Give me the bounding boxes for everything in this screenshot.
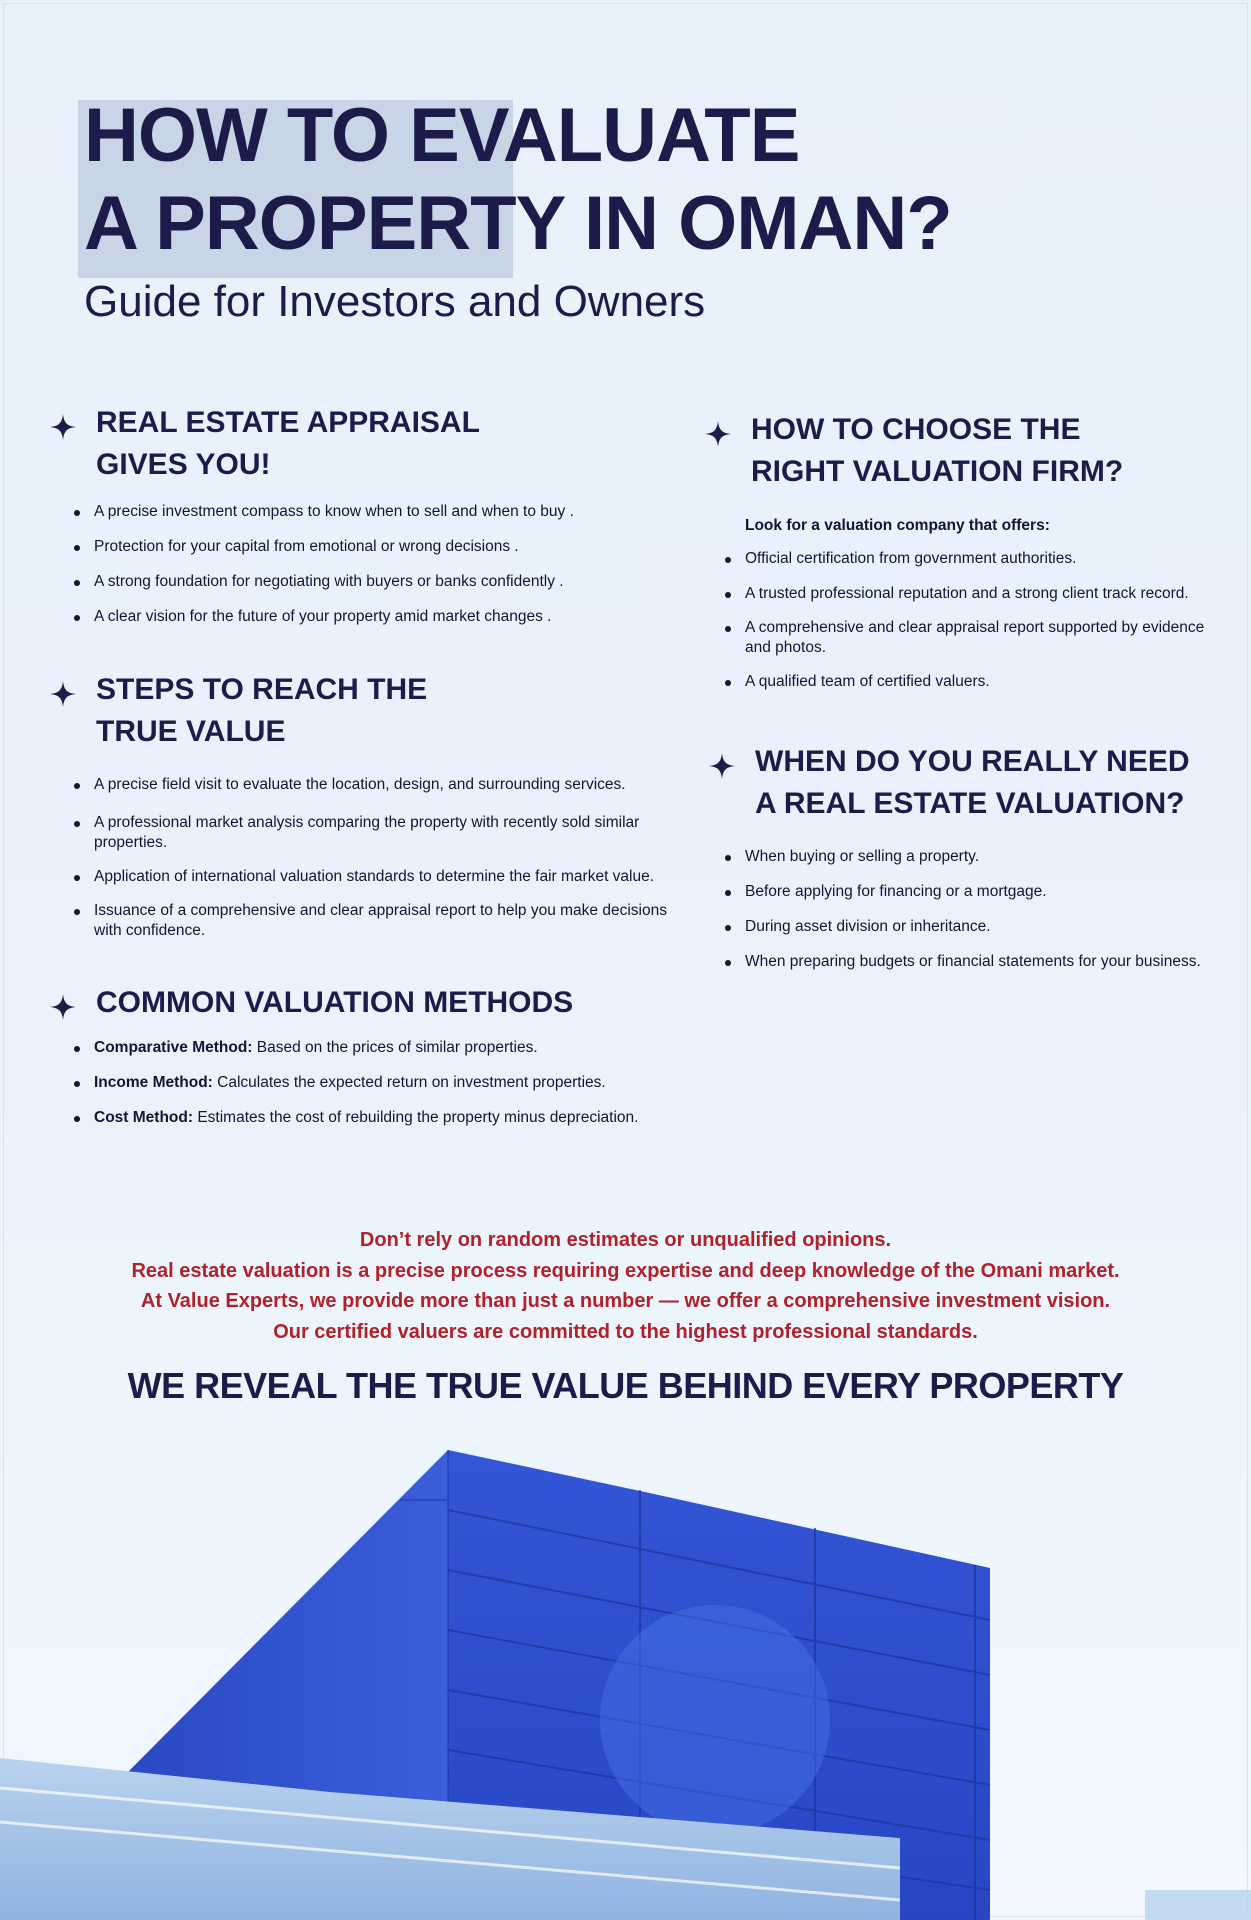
section-title-line: GIVES YOU! <box>96 448 271 481</box>
section-title-line: TRUE VALUE <box>96 715 286 748</box>
sparkle-star-icon <box>707 751 737 781</box>
section-methods <box>48 982 688 1128</box>
title-line-2: A PROPERTY IN OMAN? <box>84 181 952 266</box>
sparkle-star-icon <box>703 419 733 449</box>
section-title: COMMON VALUATION METHODS <box>96 986 574 1019</box>
section-appraisal <box>48 402 668 627</box>
section-steps <box>48 669 678 941</box>
list-item: Issuance of a comprehensive and clear appraisal report to help you make decisions with confidence. <box>70 901 670 941</box>
appraisal-list <box>70 502 668 627</box>
cta-headline-wrap <box>0 1365 1251 1407</box>
section-title-line: RIGHT VALUATION FIRM? <box>751 455 1124 488</box>
list-item: Official certification from government authorities. <box>721 549 1221 569</box>
choose-body <box>703 517 1223 692</box>
sparkle-star-icon <box>48 992 78 1022</box>
page-title <box>84 92 952 268</box>
list-item: A precise field visit to evaluate the location, design, and surrounding services. <box>70 775 670 795</box>
building-image <box>0 1420 1251 1920</box>
section-title <box>755 741 1190 825</box>
cta-line: Our certified valuers are committed to the highest professional standards. <box>273 1320 978 1343</box>
section-title <box>751 409 1123 493</box>
section-title-line: STEPS TO REACH THE <box>96 673 428 706</box>
when-list <box>721 847 1227 972</box>
section-title-line: HOW TO CHOOSE THE <box>751 413 1081 446</box>
section-title-line: WHEN DO YOU REALLY NEED <box>755 745 1190 778</box>
list-item: When buying or selling a property. <box>721 847 1227 867</box>
cta-line: Real estate valuation is a precise process requiring expertise and deep knowledge of the Omani market. <box>131 1259 1120 1282</box>
cta-message <box>0 1225 1251 1347</box>
steps-list <box>70 775 670 941</box>
method-name: Cost Method: <box>94 1109 194 1126</box>
section-when <box>707 741 1227 972</box>
list-item: A comprehensive and clear appraisal report supported by evidence and photos. <box>721 618 1221 658</box>
list-item <box>70 1038 688 1058</box>
list-item: A professional market analysis comparing the property with recently sold similar properties. <box>70 813 670 853</box>
section-choose-firm <box>703 409 1223 692</box>
method-desc: Based on the prices of similar properties. <box>252 1039 538 1056</box>
section-title-line: A REAL ESTATE VALUATION? <box>755 787 1185 820</box>
sparkle-star-icon <box>48 412 78 442</box>
list-item: Protection for your capital from emotional or wrong decisions . <box>70 537 668 557</box>
list-item: When preparing budgets or financial statements for your business. <box>721 952 1227 972</box>
section-title <box>96 669 427 753</box>
list-item <box>70 1073 688 1093</box>
section-title <box>96 402 480 486</box>
list-item: During asset division or inheritance. <box>721 917 1227 937</box>
list-item: A clear vision for the future of your property amid market changes . <box>70 607 668 627</box>
methods-list <box>70 1038 688 1128</box>
list-item: Before applying for financing or a mortgage. <box>721 882 1227 902</box>
page-subtitle: Guide for Investors and Owners <box>84 277 706 326</box>
choose-intro: Look for a valuation company that offers: <box>745 517 1050 534</box>
method-name: Income Method: <box>94 1074 213 1091</box>
cta-line: At Value Experts, we provide more than just a number — we offer a comprehensive investment vision. <box>140 1290 1111 1312</box>
title-line-1: HOW TO EVALUATE <box>84 93 800 178</box>
list-item <box>70 1108 688 1128</box>
list-item: A strong foundation for negotiating with buyers or banks confidently . <box>70 572 668 592</box>
list-item: A qualified team of certified valuers. <box>721 672 1221 692</box>
sparkle-star-icon <box>48 679 78 709</box>
choose-list <box>721 549 1221 692</box>
method-name: Comparative Method: <box>94 1039 253 1056</box>
list-item: A trusted professional reputation and a strong client track record. <box>721 584 1221 604</box>
building-reflection <box>600 1605 830 1835</box>
method-desc: Estimates the cost of rebuilding the property minus depreciation. <box>193 1109 639 1126</box>
method-desc: Calculates the expected return on investment properties. <box>212 1074 606 1091</box>
list-item: Application of international valuation standards to determine the fair market value. <box>70 867 670 887</box>
list-item: A precise investment compass to know when to sell and when to buy . <box>70 502 668 522</box>
cta-line: Don’t rely on random estimates or unqualified opinions. <box>359 1229 892 1251</box>
section-title-line: REAL ESTATE APPRAISAL <box>96 406 480 439</box>
cta-headline: WE REVEAL THE TRUE VALUE BEHIND EVERY PROPERTY <box>127 1365 1124 1406</box>
